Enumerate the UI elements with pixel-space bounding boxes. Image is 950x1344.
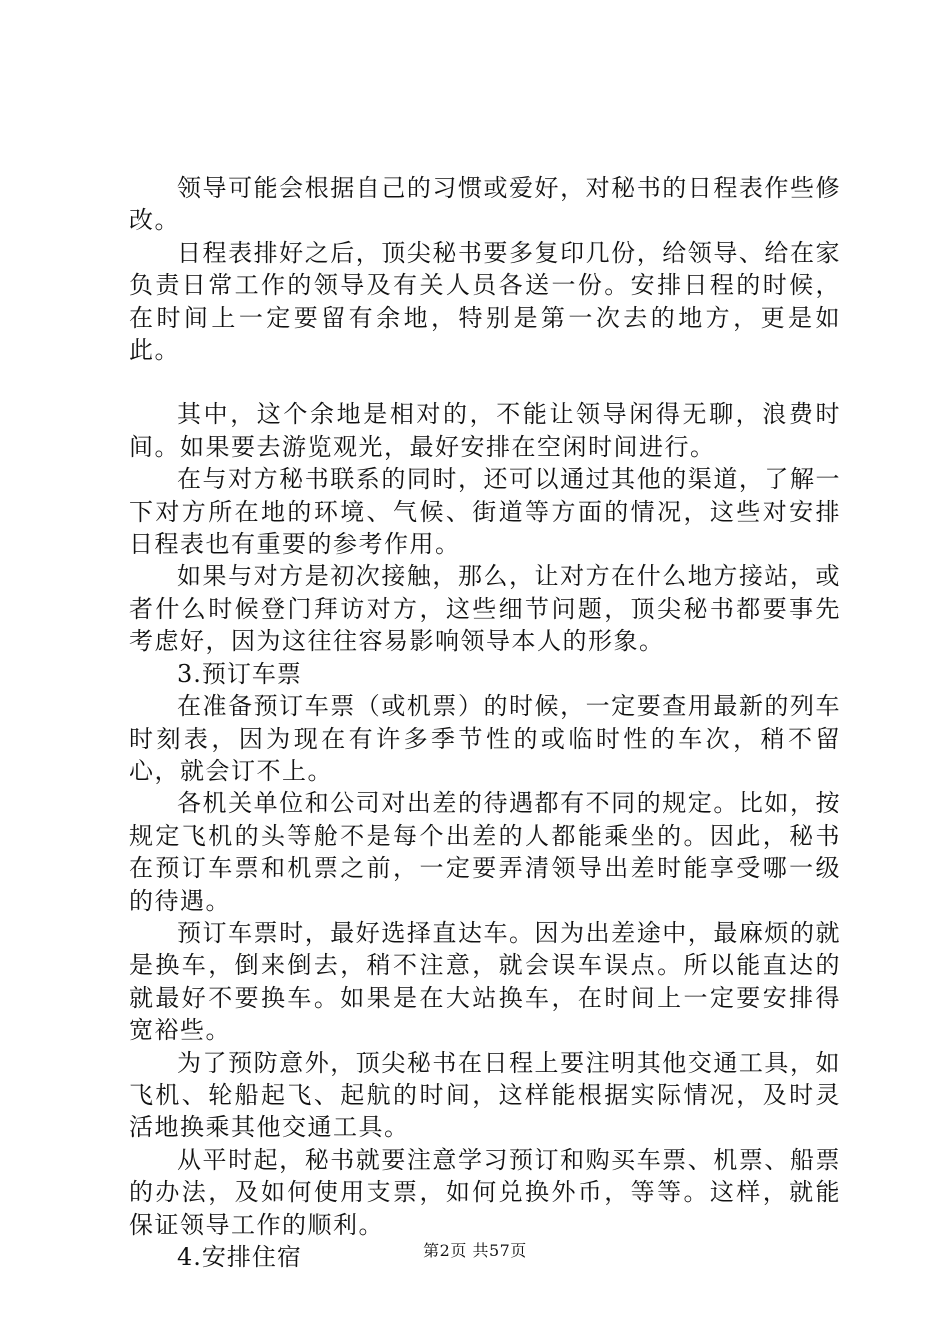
section-heading-accommodation: 4.安排住宿 — [177, 1243, 302, 1271]
paragraph: 从平时起，秘书就要注意学习预订和购买车票、机票、船票的办法，及如何使用支票，如何兑换外币，等等。这样，就能保证领导工作的顺利。 — [129, 1145, 841, 1239]
section-heading-booking-tickets: 3.预订车票 — [177, 659, 302, 688]
paragraph: 各机关单位和公司对出差的待遇都有不同的规定。比如，按规定飞机的头等舱不是每个出差的人都能乘坐的。因此，秘书在预订车票和机票之前，一定要弄清领导出差时能享受哪一级的待遇。 — [129, 789, 841, 915]
paragraph: 如果与对方是初次接触，那么，让对方在什么地方接站，或者什么时候登门拜访对方，这些细节问题，顶尖秘书都要事先考虑好，因为这往往容易影响领导本人的形象。 — [129, 562, 841, 656]
paragraph: 预订车票时，最好选择直达车。因为出差途中，最麻烦的就是换车，倒来倒去，稍不注意，就会误车误点。所以能直达的就最好不要换车。如果是在大站换车，在时间上一定要安排得宽裕些。 — [129, 918, 841, 1045]
page-number-footer: 第2页 共57页 — [423, 1241, 527, 1260]
paragraph: 其中，这个余地是相对的，不能让领导闲得无聊，浪费时间。如果要去游览观光，最好安排在空闲时间进行。 — [129, 400, 841, 461]
paragraph: 为了预防意外，顶尖秘书在日程上要注明其他交通工具，如飞机、轮船起飞、起航的时间，这样能根据实际情况，及时灵活地换乘其他交通工具。 — [129, 1048, 841, 1142]
paragraph: 日程表排好之后，顶尖秘书要多复印几份，给领导、给在家负责日常工作的领导及有关人员各送一份。安排日程的时候，在时间上一定要留有余地，特别是第一次去的地方，更是如此。 — [129, 238, 841, 365]
paragraph: 在与对方秘书联系的同时，还可以通过其他的渠道，了解一下对方所在地的环境、气候、街道等方面的情况，这些对安排日程表也有重要的参考作用。 — [129, 465, 841, 559]
paragraph: 领导可能会根据自己的习惯或爱好，对秘书的日程表作些修改。 — [129, 174, 841, 235]
paragraph: 在准备预订车票（或机票）的时候，一定要查用最新的列车时刻表，因为现在有许多季节性的或临时性的车次，稍不留心，就会订不上。 — [129, 692, 841, 785]
document-body — [129, 172, 841, 1273]
